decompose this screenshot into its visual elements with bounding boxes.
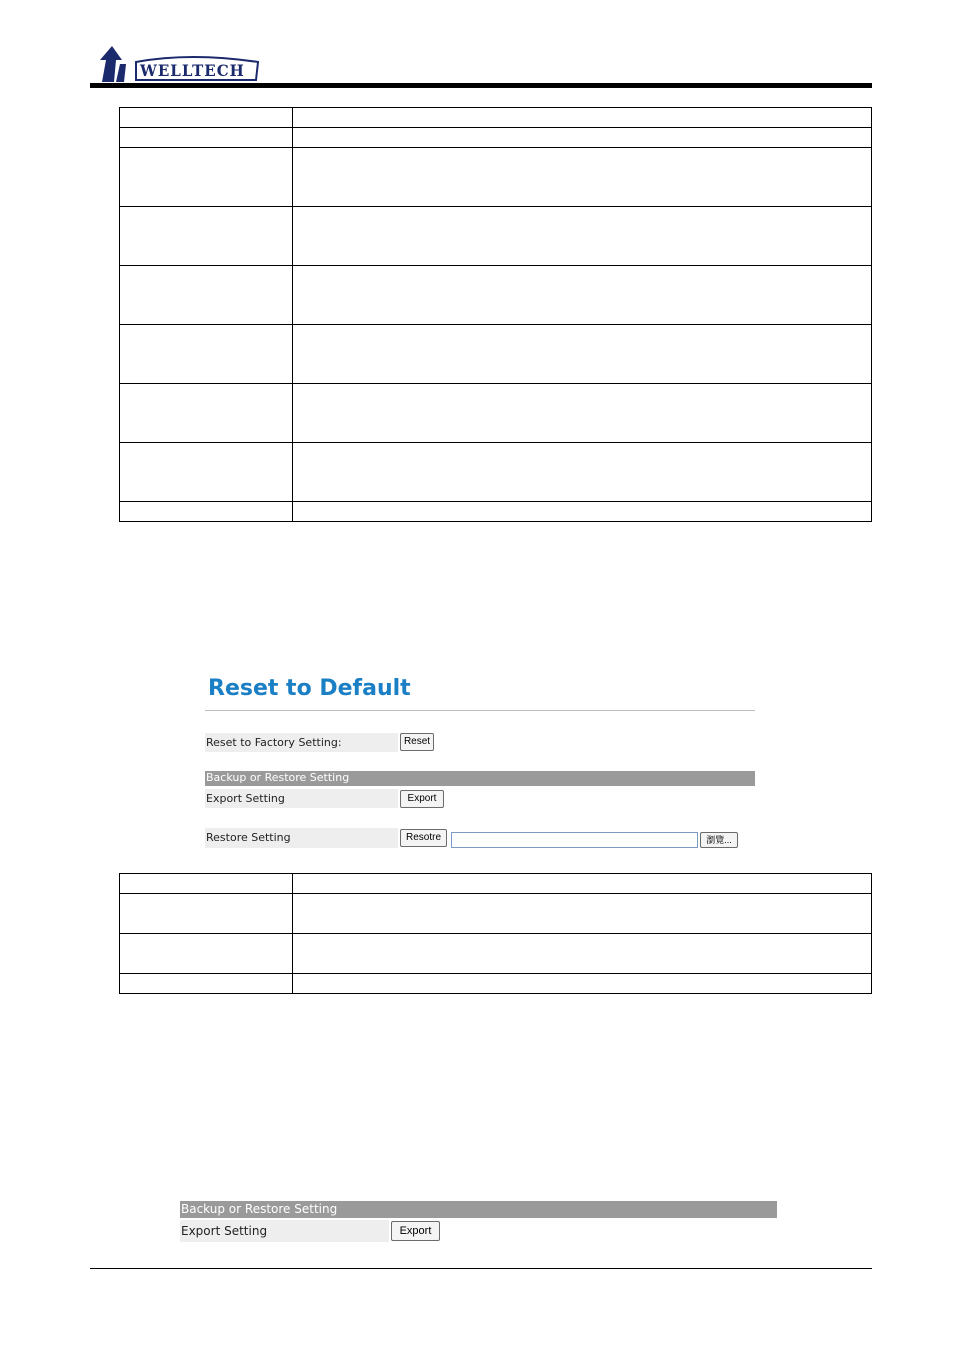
table-row: [120, 108, 872, 128]
section-header-backup-restore-2: Backup or Restore Setting: [180, 1201, 777, 1218]
export-button-2[interactable]: Export: [391, 1221, 440, 1241]
section-header-backup-restore: Backup or Restore Setting: [205, 771, 755, 786]
table-row: [120, 207, 872, 266]
export-setting-label: Export Setting: [205, 789, 398, 808]
restore-file-input[interactable]: [451, 832, 698, 848]
reset-factory-label: Reset to Factory Setting:: [205, 733, 398, 752]
title-divider: [205, 710, 755, 711]
table-row: [120, 874, 872, 894]
logo-text: WELLTECH: [140, 61, 245, 81]
header-rule: [90, 83, 872, 88]
reset-button[interactable]: Reset: [400, 733, 434, 751]
table-row: [120, 502, 872, 522]
table-row: [120, 894, 872, 934]
table-row: [120, 934, 872, 974]
restore-setting-label: Restore Setting: [205, 828, 398, 848]
table-row: [120, 974, 872, 994]
table-row: [120, 325, 872, 384]
page-title: Reset to Default: [208, 676, 411, 701]
table-row: [120, 148, 872, 207]
export-button[interactable]: Export: [400, 790, 444, 808]
restore-button[interactable]: Resotre: [400, 829, 447, 847]
export-setting-label-2: Export Setting: [180, 1220, 389, 1242]
footer-rule: [90, 1268, 872, 1269]
welltech-logo: [100, 44, 260, 84]
browse-button[interactable]: 瀏覽...: [700, 832, 738, 848]
parameter-table-2: [119, 873, 872, 994]
table-row: [120, 443, 872, 502]
table-row: [120, 266, 872, 325]
table-row: [120, 128, 872, 148]
table-row: [120, 384, 872, 443]
parameter-table-1: [119, 107, 872, 522]
